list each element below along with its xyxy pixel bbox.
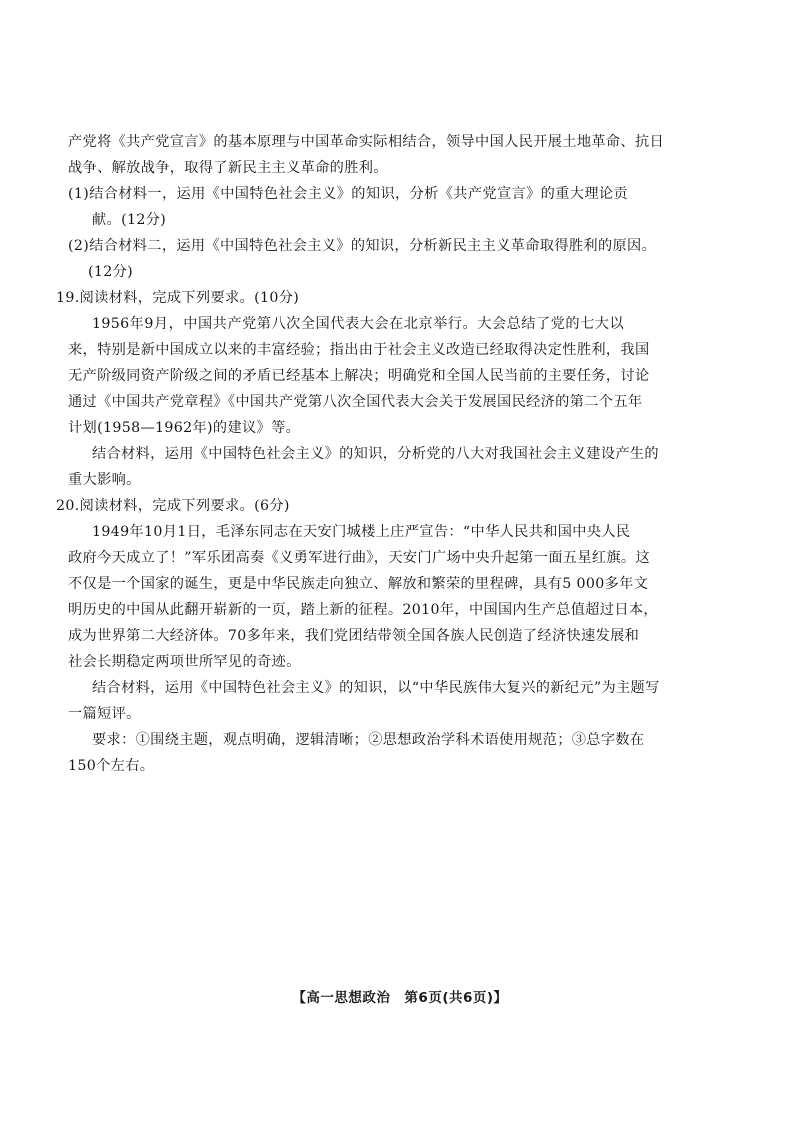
q19-title: 19.阅读材料，完成下列要求。(10分) <box>56 290 300 306</box>
q19-material-line-2: 来，特别是新中国成立以来的丰富经验；指出由于社会主义改造已经取得决定性胜利，我国 <box>68 342 650 358</box>
q20-question-line-1: 结合材料，运用《中国特色社会主义》的知识，以“中华民族伟大复兴的新纪元”为主题写 <box>92 680 660 696</box>
page-footer: 【高一思想政治 第6页(共6页)】 <box>292 990 508 1006</box>
q20-material-line-3: 不仅是一个国家的诞生，更是中华民族走向独立、解放和繁荣的里程碑，具有5 000多年文 <box>68 576 649 592</box>
q20-title: 20.阅读材料，完成下列要求。(6分) <box>56 498 290 514</box>
q19-material-line-4: 通过《中国共产党章程》《中国共产党第八次全国代表大会关于发展国民经济的第二个五年 <box>68 394 643 410</box>
q20-material-line-6: 社会长期稳定两项世所罕见的奇迹。 <box>68 654 301 670</box>
q20-material-line-1: 1949年10月1日，毛泽东同志在天安门城楼上庄严宣告：“中华人民共和国中央人民 <box>92 524 631 540</box>
q19-material-line-1: 1956年9月，中国共产党第八次全国代表大会在北京举行。大会总结了党的七大以 <box>92 316 624 332</box>
q18-sub1-line-1: (1)结合材料一，运用《中国特色社会主义》的知识，分析《共产党宣言》的重大理论贡 <box>68 186 628 202</box>
intro-line-2: 战争、解放战争，取得了新民主主义革命的胜利。 <box>68 160 388 176</box>
q20-material-line-5: 成为世界第二大经济体。70多年来，我们党团结带领全国各族人民创造了经济快速发展和 <box>68 628 640 644</box>
q20-requirements-line-1: 要求：①围绕主题，观点明确，逻辑清晰；②思想政治学科术语使用规范；③总字数在 <box>92 732 645 748</box>
q20-question-line-2: 一篇短评。 <box>68 706 141 722</box>
q18-sub1-line-2: 献。(12分) <box>92 212 167 228</box>
q19-material-line-5: 计划(1958—1962年)的建议》等。 <box>68 420 301 436</box>
q20-material-line-4: 明历史的中国从此翻开崭新的一页，踏上新的征程。2010年，中国国内生产总值超过日本， <box>68 602 658 618</box>
q18-sub2-line-1: (2)结合材料二，运用《中国特色社会主义》的知识，分析新民主主义革命取得胜利的原因。 <box>68 238 657 254</box>
q18-sub2-line-2: (12分) <box>88 264 134 280</box>
q19-material-line-3: 无产阶级同资产阶级之间的矛盾已经基本上解决；明确党和全国人民当前的主要任务，讨论 <box>68 368 650 384</box>
q19-question-line-2: 重大影响。 <box>68 472 141 488</box>
q19-question-line-1: 结合材料，运用《中国特色社会主义》的知识，分析党的八大对我国社会主义建设产生的 <box>92 446 659 462</box>
q20-material-line-2: 政府今天成立了！”军乐团高奏《义勇军进行曲》，天安门广场中央升起第一面五星红旗。这 <box>68 550 651 566</box>
intro-line-1: 产党将《共产党宣言》的基本原理与中国革命实际相结合，领导中国人民开展土地革命、抗日 <box>68 134 665 150</box>
q20-requirements-line-2: 150个左右。 <box>68 758 155 774</box>
